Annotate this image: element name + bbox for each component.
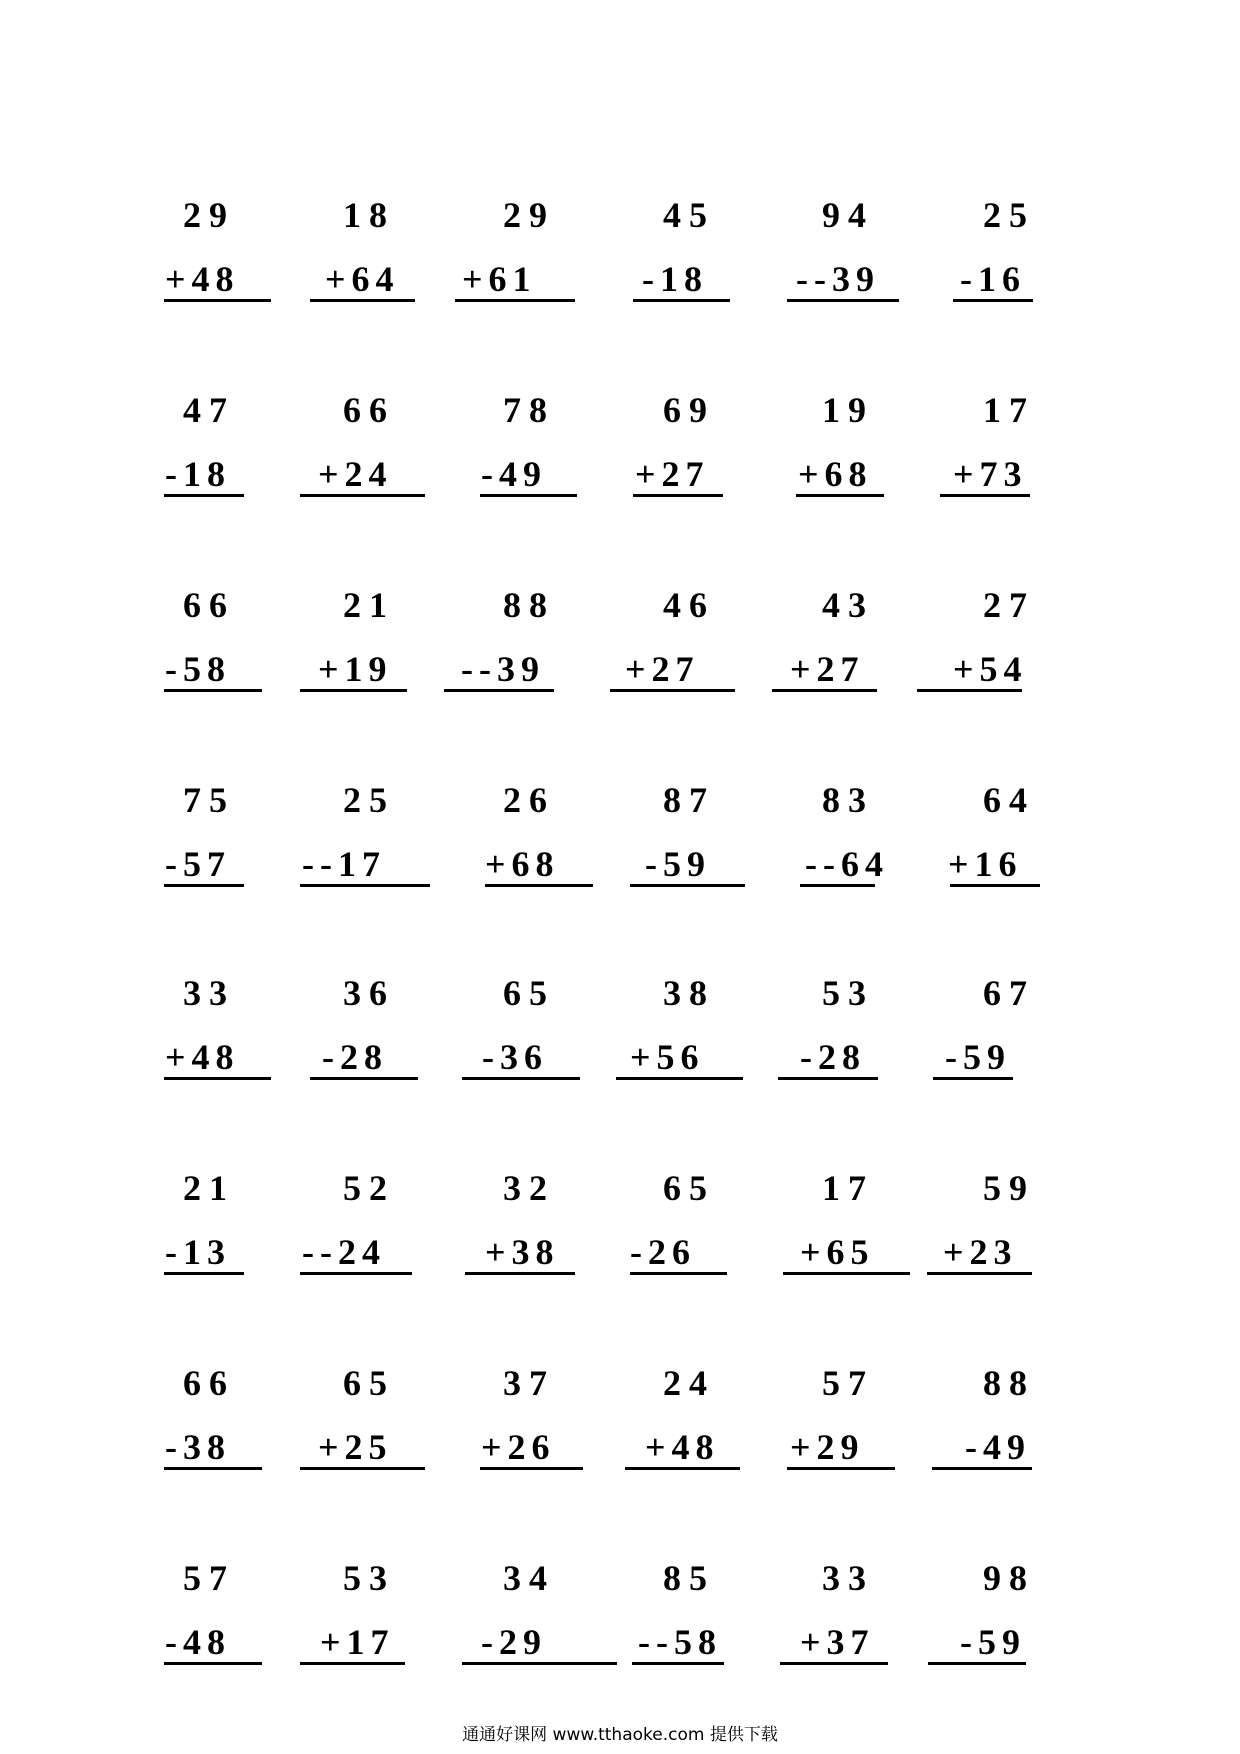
bottom-operand: -49 xyxy=(481,454,547,494)
bottom-operand: --17 xyxy=(302,844,386,884)
bottom-operand: -29 xyxy=(481,1622,547,1662)
answer-line xyxy=(164,1662,262,1665)
top-number: 21 xyxy=(183,1168,235,1208)
bottom-operand: +48 xyxy=(165,1037,240,1077)
answer-line xyxy=(310,1077,418,1080)
answer-line xyxy=(444,689,554,692)
top-number: 65 xyxy=(663,1168,715,1208)
top-number: 88 xyxy=(983,1363,1035,1403)
answer-line xyxy=(940,494,1030,497)
top-number: 53 xyxy=(343,1558,395,1598)
top-number: 66 xyxy=(183,585,235,625)
answer-line xyxy=(927,1272,1032,1275)
answer-line xyxy=(787,1467,895,1470)
answer-line xyxy=(300,689,407,692)
bottom-operand: +56 xyxy=(630,1037,705,1077)
answer-line xyxy=(164,494,244,497)
answer-line xyxy=(455,299,575,302)
bottom-operand: +24 xyxy=(318,454,393,494)
answer-line xyxy=(630,1272,727,1275)
bottom-operand: +19 xyxy=(318,649,393,689)
bottom-operand: +54 xyxy=(953,649,1028,689)
answer-line xyxy=(778,1077,878,1080)
bottom-operand: -38 xyxy=(165,1427,231,1467)
bottom-operand: -58 xyxy=(165,649,231,689)
bottom-operand: +17 xyxy=(320,1622,395,1662)
top-number: 34 xyxy=(503,1558,555,1598)
answer-line xyxy=(300,884,430,887)
bottom-operand: -18 xyxy=(165,454,231,494)
answer-line xyxy=(164,1272,244,1275)
bottom-operand: -28 xyxy=(322,1037,388,1077)
answer-line xyxy=(610,689,735,692)
answer-line xyxy=(616,1077,743,1080)
bottom-operand: +65 xyxy=(800,1232,875,1272)
bottom-operand: -49 xyxy=(965,1427,1031,1467)
answer-line xyxy=(633,494,723,497)
top-number: 67 xyxy=(983,973,1035,1013)
bottom-operand: +64 xyxy=(325,259,400,299)
bottom-operand: +48 xyxy=(165,259,240,299)
bottom-operand: -28 xyxy=(800,1037,866,1077)
bottom-operand: +27 xyxy=(625,649,700,689)
bottom-operand: -59 xyxy=(960,1622,1026,1662)
bottom-operand: --39 xyxy=(461,649,545,689)
answer-line xyxy=(780,1662,888,1665)
bottom-operand: +26 xyxy=(481,1427,556,1467)
answer-line xyxy=(164,1467,262,1470)
top-number: 29 xyxy=(503,195,555,235)
top-number: 18 xyxy=(343,195,395,235)
top-number: 46 xyxy=(663,585,715,625)
bottom-operand: --58 xyxy=(638,1622,722,1662)
bottom-operand: -18 xyxy=(642,259,708,299)
answer-line xyxy=(465,1272,575,1275)
bottom-operand: --24 xyxy=(302,1232,386,1272)
top-number: 47 xyxy=(183,390,235,430)
bottom-operand: -59 xyxy=(645,844,711,884)
answer-line xyxy=(480,1467,583,1470)
answer-line xyxy=(485,884,593,887)
top-number: 45 xyxy=(663,195,715,235)
answer-line xyxy=(800,884,875,887)
answer-line xyxy=(310,299,415,302)
answer-line xyxy=(632,1662,724,1665)
answer-line xyxy=(164,689,262,692)
footer-credit: 通通好课网 www.tthaoke.com 提供下载 xyxy=(462,1725,778,1745)
answer-line xyxy=(772,689,877,692)
bottom-operand: +73 xyxy=(953,454,1028,494)
answer-line xyxy=(625,1467,740,1470)
bottom-operand: +27 xyxy=(790,649,865,689)
top-number: 65 xyxy=(343,1363,395,1403)
bottom-operand: +61 xyxy=(462,259,537,299)
top-number: 25 xyxy=(343,780,395,820)
bottom-operand: -13 xyxy=(165,1232,231,1272)
top-number: 87 xyxy=(663,780,715,820)
answer-line xyxy=(480,494,577,497)
top-number: 94 xyxy=(822,195,874,235)
top-number: 59 xyxy=(983,1168,1035,1208)
answer-line xyxy=(164,1077,271,1080)
answer-line xyxy=(796,494,884,497)
answer-line xyxy=(300,1662,405,1665)
answer-line xyxy=(953,299,1033,302)
bottom-operand: +29 xyxy=(790,1427,865,1467)
top-number: 64 xyxy=(983,780,1035,820)
answer-line xyxy=(300,494,425,497)
bottom-operand: -59 xyxy=(945,1037,1011,1077)
top-number: 43 xyxy=(822,585,874,625)
bottom-operand: +23 xyxy=(943,1232,1018,1272)
top-number: 85 xyxy=(663,1558,715,1598)
answer-line xyxy=(462,1662,617,1665)
bottom-operand: --39 xyxy=(796,259,880,299)
bottom-operand: +68 xyxy=(485,844,560,884)
top-number: 29 xyxy=(183,195,235,235)
answer-line xyxy=(933,1077,1013,1080)
answer-line xyxy=(164,884,244,887)
top-number: 75 xyxy=(183,780,235,820)
answer-line xyxy=(928,1662,1026,1665)
top-number: 21 xyxy=(343,585,395,625)
answer-line xyxy=(630,884,745,887)
answer-line xyxy=(950,884,1040,887)
bottom-operand: -57 xyxy=(165,844,231,884)
answer-line xyxy=(462,1077,580,1080)
top-number: 32 xyxy=(503,1168,555,1208)
answer-line xyxy=(783,1272,910,1275)
top-number: 98 xyxy=(983,1558,1035,1598)
bottom-operand: +68 xyxy=(798,454,873,494)
top-number: 27 xyxy=(983,585,1035,625)
top-number: 88 xyxy=(503,585,555,625)
top-number: 78 xyxy=(503,390,555,430)
top-number: 33 xyxy=(183,973,235,1013)
top-number: 17 xyxy=(822,1168,874,1208)
top-number: 57 xyxy=(183,1558,235,1598)
top-number: 66 xyxy=(343,390,395,430)
top-number: 33 xyxy=(822,1558,874,1598)
bottom-operand: +38 xyxy=(485,1232,560,1272)
top-number: 69 xyxy=(663,390,715,430)
answer-line xyxy=(164,299,271,302)
top-number: 19 xyxy=(822,390,874,430)
answer-line xyxy=(633,299,730,302)
bottom-operand: -36 xyxy=(482,1037,548,1077)
answer-line xyxy=(917,689,1022,692)
top-number: 26 xyxy=(503,780,555,820)
top-number: 17 xyxy=(983,390,1035,430)
bottom-operand: +37 xyxy=(800,1622,875,1662)
answer-line xyxy=(932,1467,1032,1470)
bottom-operand: +25 xyxy=(318,1427,393,1467)
top-number: 65 xyxy=(503,973,555,1013)
top-number: 52 xyxy=(343,1168,395,1208)
answer-line xyxy=(300,1467,425,1470)
top-number: 36 xyxy=(343,973,395,1013)
top-number: 83 xyxy=(822,780,874,820)
top-number: 24 xyxy=(663,1363,715,1403)
bottom-operand: +48 xyxy=(645,1427,720,1467)
bottom-operand: -48 xyxy=(165,1622,231,1662)
top-number: 37 xyxy=(503,1363,555,1403)
top-number: 38 xyxy=(663,973,715,1013)
top-number: 57 xyxy=(822,1363,874,1403)
top-number: 66 xyxy=(183,1363,235,1403)
answer-line xyxy=(787,299,899,302)
bottom-operand: --64 xyxy=(805,844,889,884)
bottom-operand: -16 xyxy=(960,259,1026,299)
top-number: 53 xyxy=(822,973,874,1013)
bottom-operand: +27 xyxy=(635,454,710,494)
bottom-operand: -26 xyxy=(630,1232,696,1272)
answer-line xyxy=(300,1272,412,1275)
bottom-operand: +16 xyxy=(948,844,1023,884)
top-number: 25 xyxy=(983,195,1035,235)
